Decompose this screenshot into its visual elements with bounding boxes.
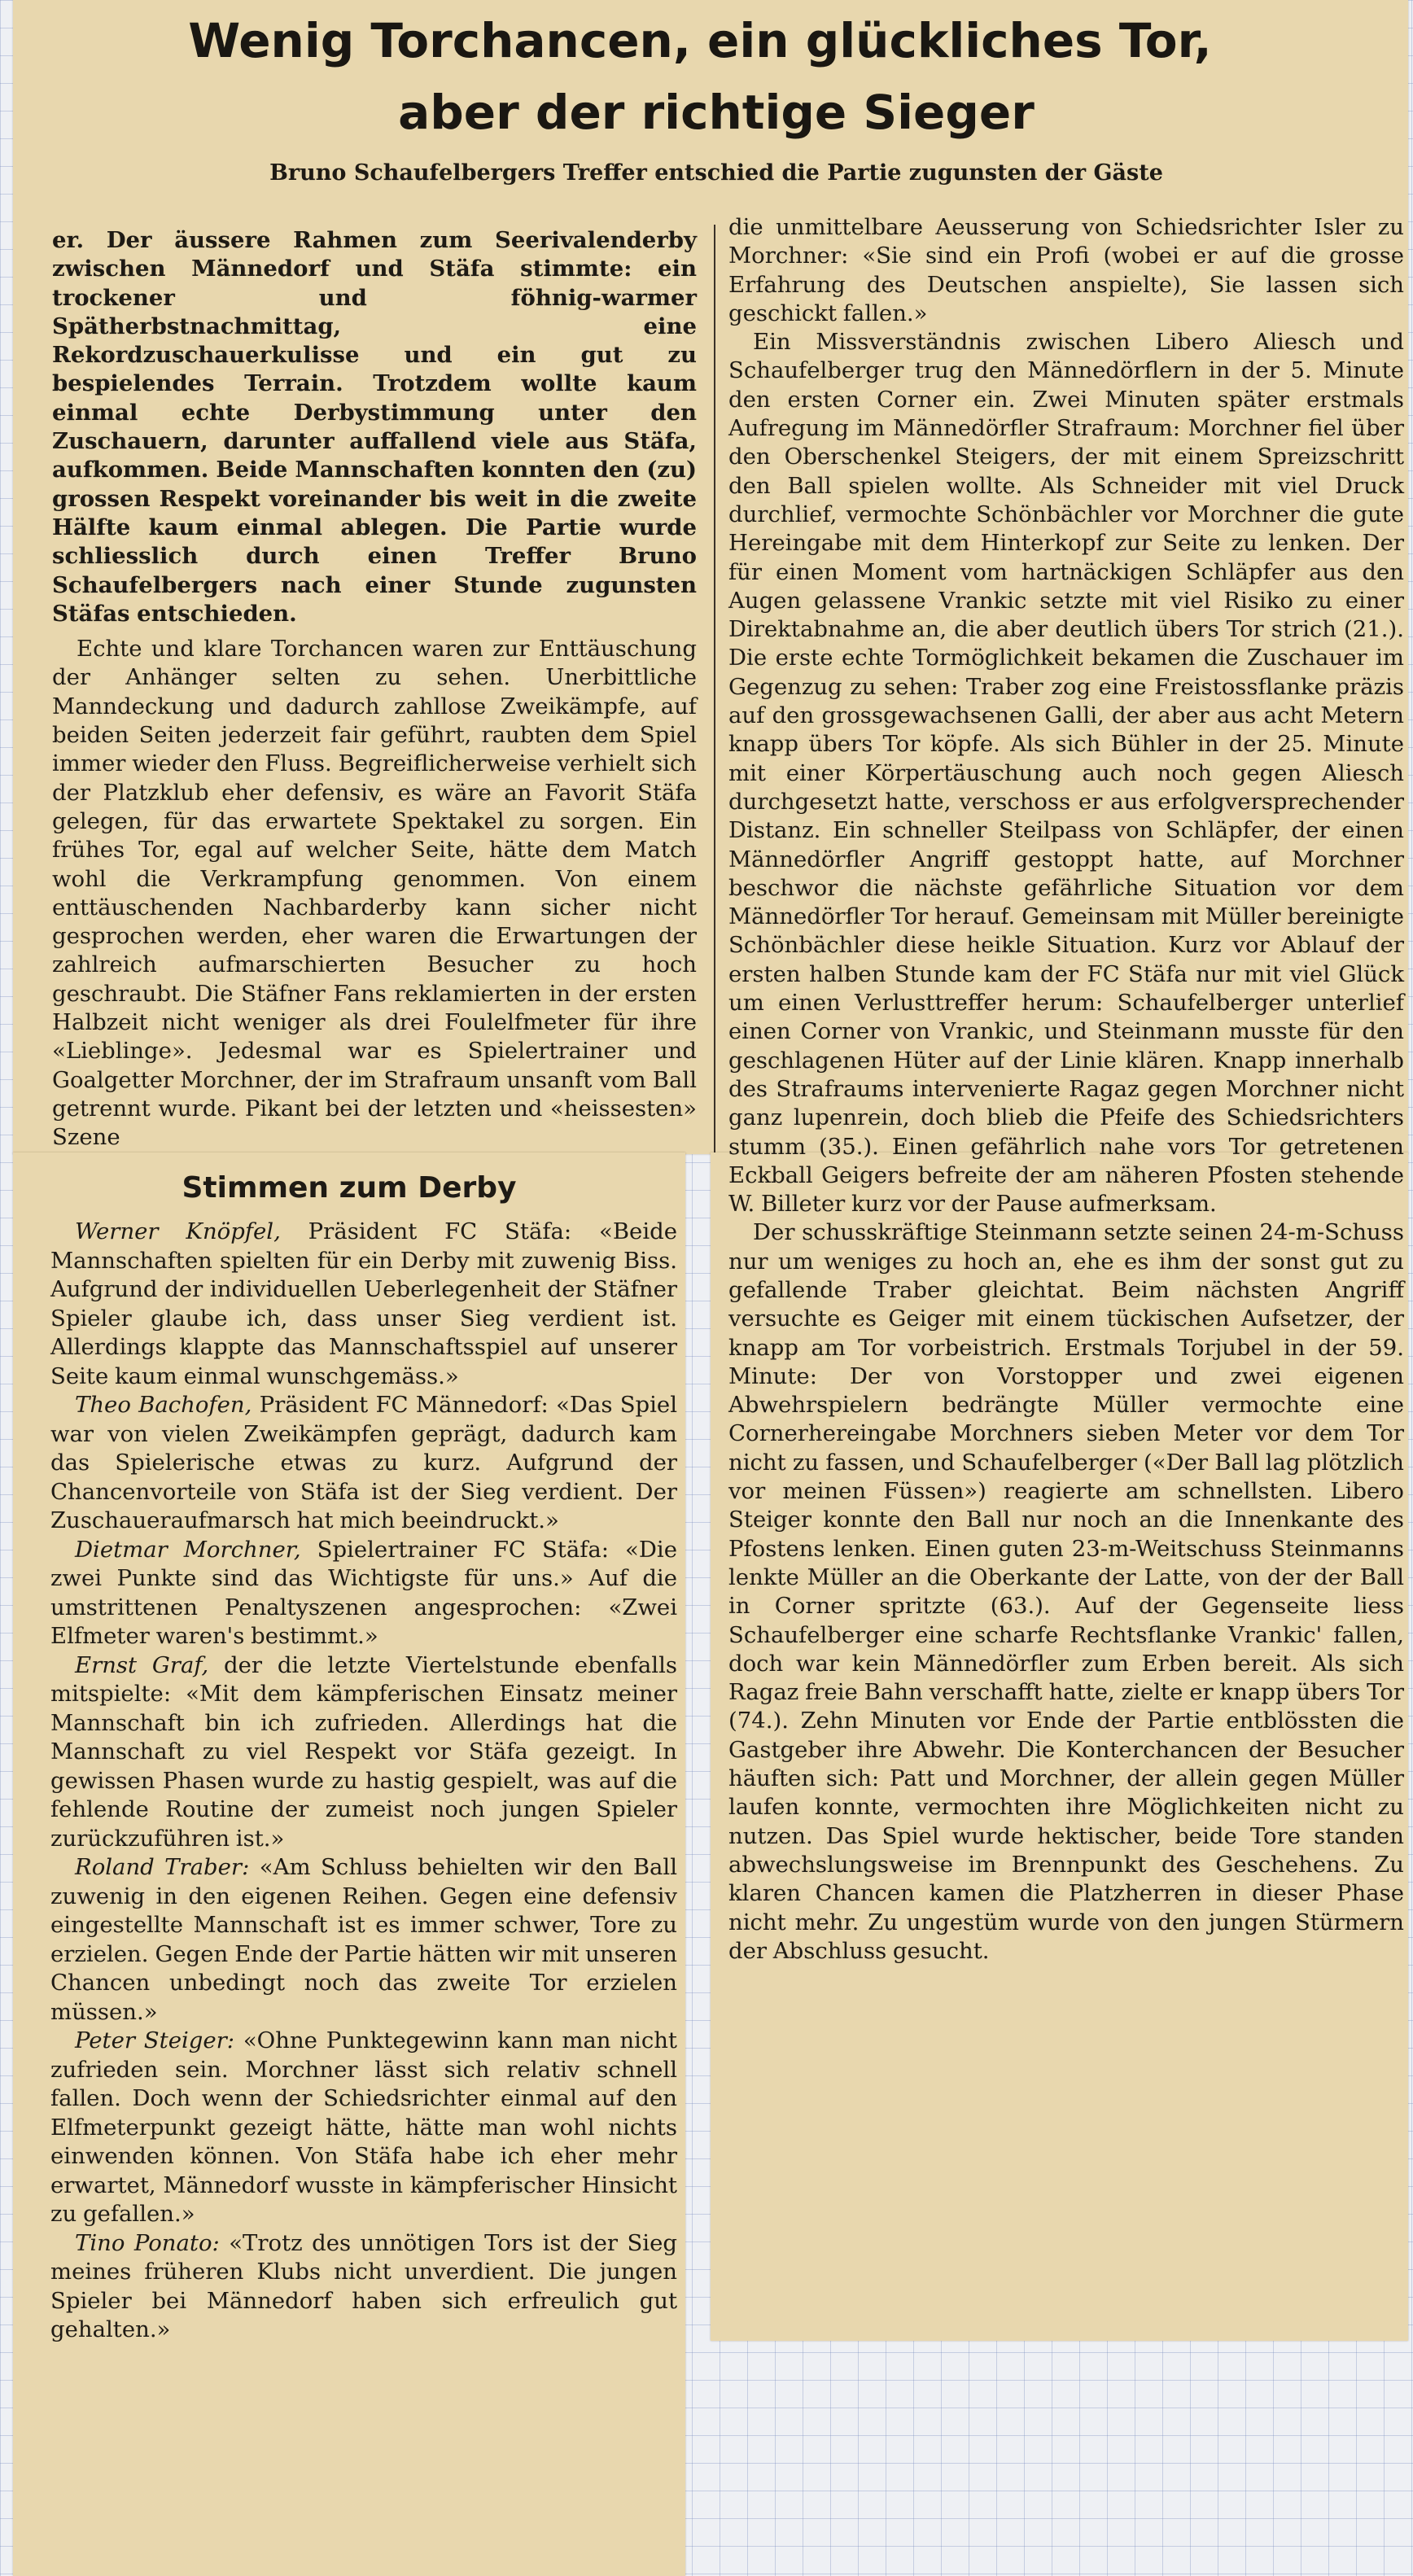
quote-speaker: Werner Knöpfel, — [75, 1218, 281, 1244]
body-paragraph: Der schusskräftige Steinmann setzte seinen 24-m-Schuss nur um weniges zu hoch an, ehe es ihm der sonst gut zu gefallende Traber gleichtat. Beim nächsten Angriff versuchte es Geiger mit einem tückischen Aufsetzer, der knapp am Tor vorbeistrich. Erstmals Torjubel in der 59. Minute: Der von Vorstopper und zwei eigenen Abwehrspielern bedrängte Müller vermochte eine Cornerhereingabe Morchners sieben Meter vor dem Tor nicht zu fassen, und Schaufelberger («Der Ball lag plötzlich vor meinen Füssen») reagierte am schnellsten. Libero Steiger konnte den Ball nur noch an die Innenkante des Pfostens lenken. Einen guten 23-m-Weitschuss Steinmanns lenkte Müller an die Oberkante der Latte, von der der Ball in Corner spritzte (63.). Auf der Gegenseite liess Schaufelberger eine scharfe Rechtsflanke Vrankic' fallen, doch war kein Männedörfler zum Erben bereit. Als sich Ragaz freie Bahn verschafft hatte, zielte er knapp übers Tor (74.). Zehn Minuten vor Ende der Partie entblössten die Gastgeber ihre Abwehr. Die Konterchancen der Besucher häuften sich: Patt und Morchner, der allein gegen Müller laufen konnte, vermochten ihre Möglichkeiten nicht zu nutzen. Das Spiel wurde hektischer, beide Tore standen abwechslungsweise im Brennpunkt des Geschehens. Zu klaren Chancen kamen die Platzherren in dieser Phase nicht mehr. Zu ungestüm wurde von den jungen Stürmern der Abschluss gesucht. — [728, 1219, 1404, 1964]
quote-text: «Trotz des unnötigen Tors ist der Sieg meines früheren Klubs nicht unverdient. Die jungen Spieler bei Männedorf haben sich erfreulich gut gehalten.» — [50, 2229, 677, 2342]
quote-paragraph — [50, 1853, 677, 2027]
body-paragraph: Echte und klare Torchancen waren zur Enttäuschung der Anhänger selten zu sehen. Unerbittliche Manndeckung und dadurch zahllose Zweikämpfe, auf beiden Seiten jederzeit fair geführt, raubten dem Spiel immer wieder den Fluss. Begreiflicherweise verhielt sich der Platzklub eher defensiv, es wäre an Favorit Stäfa gelegen, für das erwartete Spektakel zu sorgen. Ein frühes Tor, egal auf welcher Seite, hätte dem Match wohl die Verkrampfung genommen. Von einem enttäuschenden Nachbarderby kann sicher nicht gesprochen werden, eher waren die Erwartungen der zahlreich aufmarschierten Besucher zu hoch geschraubt. Die Stäfner Fans reklamierten in der ersten Halbzeit nicht weniger als drei Foulelfmeter für ihre «Lieblinge». Jedesmal war es Spielertrainer und Goalgetter Morchner, der im Strafraum unsanft vom Ball getrennt wurde. Pikant bei der letzten und «heissesten» Szene — [52, 636, 697, 1151]
body-paragraph: Ein Missverständnis zwischen Libero Aliesch und Schaufelberger trug den Männedörflern in der 5. Minute den ersten Corner ein. Zwei Minuten später erstmals Aufregung im Männedörfler Strafraum: Morchner fiel über den Oberschenkel Steigers, der mit einem Spreizschritt den Ball spielen wollte. Als Schneider mit viel Druck durchlief, vermochte Schönbächler vor Morchner die gute Hereingabe mit dem Hinterkopf zur Seite zu lenken. Der für einen Moment vom hartnäckigen Schläpfer aus den Augen gelassene Vrankic setzte mit viel Risiko zu einer Direktabnahme an, die aber deutlich übers Tor strich (21.). Die erste echte Tormöglichkeit bekamen die Zuschauer im Gegenzug zu sehen: Traber zog eine Freistossflanke präzis auf den grossgewachsenen Galli, der aber aus acht Metern knapp übers Tor köpfe. Als sich Bühler in der 25. Minute mit einer Körpertäuschung auch noch gegen Aliesch durchgesetzt hatte, verschoss er aus erfolgversprechender Distanz. Ein schneller Steilpass von Schläpfer, der einen Männedörfler Angriff gestoppt hatte, auf Morchner beschwor die nächste gefährliche Situation vor dem Männedörfler Tor herauf. Gemeinsam mit Müller bereinigte Schönbächler diese heikle Situation. Kurz vor Ablauf der ersten halben Stunde kam der FC Stäfa nur mit viel Glück um einen Verlusttreffer herum: Schaufelberger unterlief einen Corner von Vrankic, und Steinmann musste für den geschlagenen Hüter auf der Linie klären. Knapp innerhalb des Strafraums intervenierte Ragaz gegen Morchner nicht ganz lupenrein, doch blieb die Pfeife des Schiedsrichters stumm (35.). Einen gefährlich nahe vors Tor getretenen Eckball Geigers befreite der am näheren Pfosten stehende W. Billeter kurz vor der Pause aufmerksam. — [728, 329, 1404, 1218]
quote-paragraph — [50, 2229, 677, 2345]
article-column-left — [52, 226, 697, 1152]
sidebar-quotes — [50, 1218, 677, 2345]
quote-text: Präsident FC Stäfa: «Beide Mannschaften spielten für ein Derby mit zuwenig Biss. Aufgrund der individuellen Ueberlegenheit der Stäfner Spieler glaube ich, dass unser Sieg verdient ist. Allerdings klappte das Mannschaftsspiel auf unserer Seite kaum einmal wunschgemäss.» — [50, 1218, 677, 1389]
quote-paragraph — [50, 1651, 677, 1854]
headline-line-2: aber der richtige Sieger — [398, 85, 1035, 140]
sidebar-title: Stimmen zum Derby — [182, 1171, 517, 1205]
quote-speaker: Peter Steiger: — [75, 2027, 235, 2053]
quote-paragraph — [50, 1218, 677, 1391]
quote-paragraph — [50, 1536, 677, 1651]
quote-text: der die letzte Viertelstunde ebenfalls mitspielte: «Mit dem kämpferischen Einsatz meiner Mannschaft bin ich zufrieden. Allerdings hat die Mannschaft zu viel Respekt vor Stäfa gezeigt. In gewissen Phasen wurde zu hastig gespielt, was auf die fehlende Routine der zumeist noch jungen Spieler zurückzuführen ist.» — [50, 1651, 677, 1852]
quote-speaker: Roland Traber: — [75, 1854, 250, 1880]
body-paragraph: die unmittelbare Aeusserung von Schiedsrichter Isler zu Morchner: «Sie sind ein Profi (wobei er auf die grosse Erfahrung des Deutschen anspielte), Sie lassen sich geschickt fallen.» — [728, 214, 1404, 326]
quote-text: Präsident FC Männedorf: «Das Spiel war von vielen Zweikämpfen geprägt, dadurch kam das Spielerische etwas zu kurz. Aufgrund der Chancenvorteile von Stäfa ist der Sieg verdient. Der Zuschaueraufmarsch hat mich beeindruckt.» — [50, 1392, 678, 1533]
quote-speaker: Theo Bachofen, — [75, 1392, 252, 1418]
quote-paragraph — [50, 1391, 677, 1536]
subheadline: Bruno Schaufelbergers Treffer entschied die Partie zugunsten der Gäste — [269, 160, 1163, 186]
quote-speaker: Tino Ponato: — [75, 2229, 220, 2256]
article-column-right — [728, 213, 1404, 1966]
quote-speaker: Ernst Graf, — [75, 1651, 209, 1678]
column-divider — [714, 225, 715, 1152]
quote-speaker: Dietmar Morchner, — [75, 1536, 301, 1563]
quote-text: «Ohne Punktegewinn kann man nicht zufrieden sein. Morchner lässt sich relativ schnell fallen. Doch wenn der Schiedsrichter einmal auf den Elfmeterpunkt gezeigt hätte, hätte man wohl nichts einwenden können. Von Stäfa habe ich eher mehr erwartet, Männedorf wusste in kämpferischer Hinsicht zu gefallen.» — [50, 2027, 677, 2227]
quote-paragraph — [50, 2027, 677, 2229]
lead-paragraph: er. Der äussere Rahmen zum Seerivalenderby zwischen Männedorf und Stäfa stimmte: ein trockener und föhnig-warmer Spätherbstnachmittag, eine Rekordzuschauerkulisse und ein gut zu bespielendes Terrain. Trotzdem wollte kaum einmal echte Derbystimmung unter den Zuschauern, darunter auffallend viele aus Stäfa, aufkommen. Beide Mannschaften konnten den (zu) grossen Respekt voreinander bis weit in die zweite Hälfte kaum einmal ablegen. Die Partie wurde schliesslich durch einen Treffer Bruno Schaufelbergers nach einer Stunde zugunsten Stäfas entschieden. — [52, 227, 697, 627]
quote-text: «Am Schluss behielten wir den Ball zuwenig in den eigenen Reihen. Gegen eine defensiv eingestellte Mannschaft ist es immer schwer, Tore zu erzielen. Gegen Ende der Partie hätten wir mit unseren Chancen unbedingt noch das zweite Tor erzielen müssen.» — [50, 1854, 678, 2025]
quote-text: Spielertrainer FC Stäfa: «Die zwei Punkte sind das Wichtigste für uns.» Auf die umstrittenen Penaltyszenen angesprochen: «Zwei Elfmeter waren's bestimmt.» — [50, 1536, 678, 1649]
headline-line-1: Wenig Torchancen, ein glückliches Tor, — [188, 13, 1212, 68]
